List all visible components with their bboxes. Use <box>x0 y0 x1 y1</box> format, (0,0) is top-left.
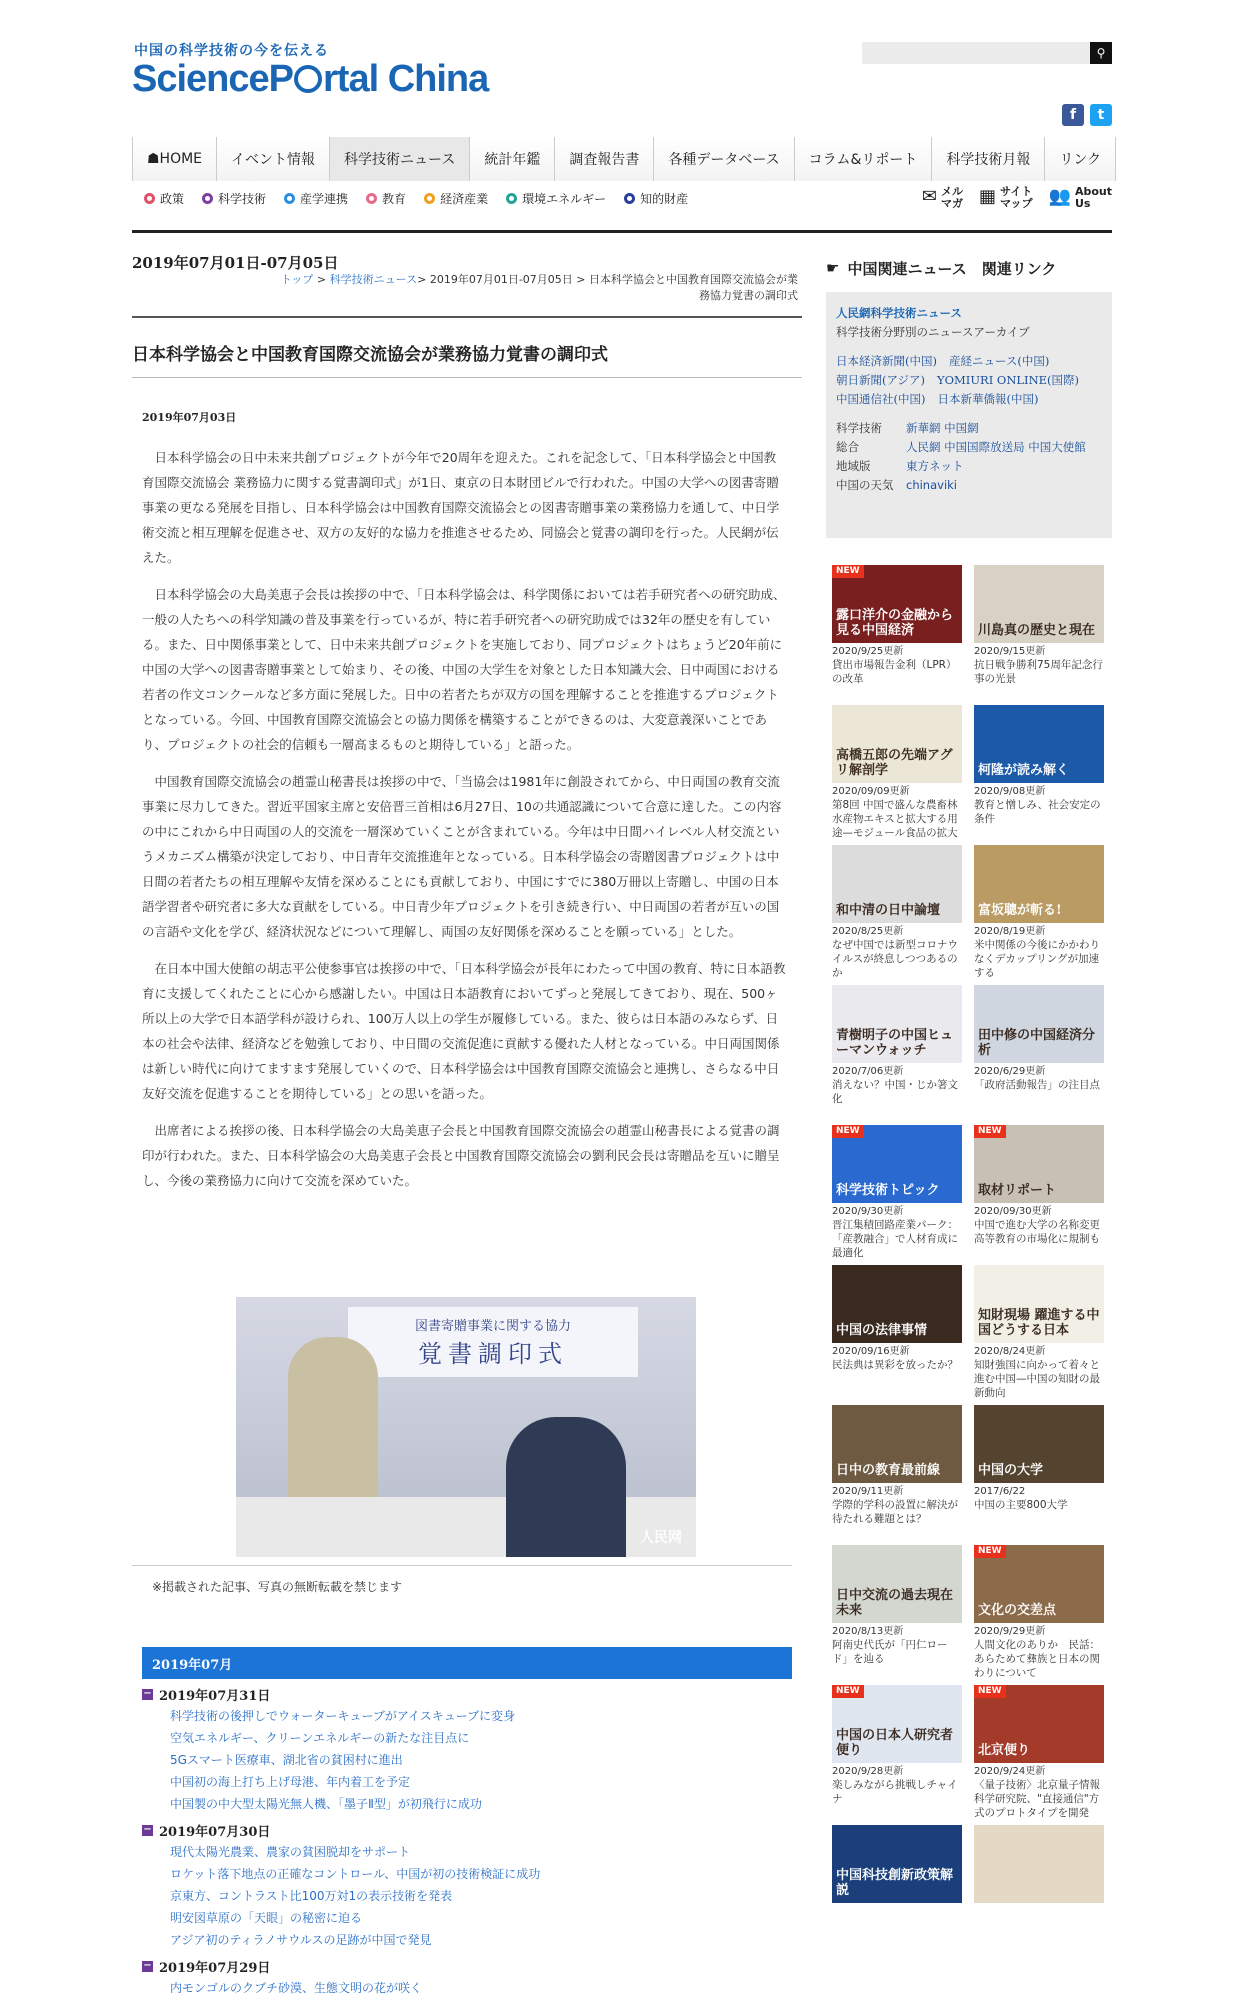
thumbnail-image <box>974 1125 1104 1203</box>
logo-globe-icon <box>294 65 322 93</box>
thumbnail-date: 2020/9/11更新 <box>832 1486 904 1497</box>
archive-link[interactable]: 空気エネルギー、クリーンエネルギーの新たな注目点に <box>170 1731 470 1745</box>
thumbnail-date: 2020/09/30更新 <box>974 1206 1052 1217</box>
media-link[interactable]: 産経ニュース(中国) <box>948 354 1050 368</box>
new-badge: NEW <box>974 1125 1006 1138</box>
thumbnail-date: 2020/9/30更新 <box>832 1206 904 1217</box>
thumbnail-image <box>832 985 962 1063</box>
column-thumbnail[interactable] <box>974 845 1104 985</box>
thumbnail-date: 2020/9/29更新 <box>974 1626 1046 1637</box>
archive-link[interactable]: 明安図草原の「天眼」の秘密に迫る <box>170 1911 363 1925</box>
divider <box>132 316 802 318</box>
media-link[interactable]: 朝日新聞(アジア) <box>836 373 926 387</box>
thumbnail-caption: 知財強国に向かって着々と進む中国—中国の知財の最新動向 <box>974 1359 1100 1399</box>
column-thumbnail[interactable] <box>832 845 962 985</box>
article-paragraph: 日本科学協会の日中未来共創プロジェクトが今年で20周年を迎えた。これを記念して、「日本科学協会と中国教育国際交流協会 業務協力に関する覚書調印式」が1日、東京の日本財団ビルで行われた。中国の大学への図書寄贈事業の更なる発展を目指し、日本科学協会は中国教育国際交流協会との図書寄贈事業の業務協力を通して、中日学術交流と相互理解を促進させ、双方の友好的な協力を推進させるため、同協会と覚書の調印を行った。人民網が伝えた。 <box>142 450 780 565</box>
column-thumbnail[interactable] <box>832 1685 962 1825</box>
category-education[interactable]: 教育 <box>366 190 406 207</box>
thumbnail-image <box>974 1685 1104 1763</box>
thumbnail-date: 2020/8/13更新 <box>832 1626 904 1637</box>
thumbnail-date: 2020/9/28更新 <box>832 1766 904 1777</box>
thumbnail-image <box>974 565 1104 643</box>
media-links <box>836 352 1102 409</box>
thumbnail-title: 柯隆が読み解く <box>978 763 1070 779</box>
archive-link[interactable]: 中国製の中大型太陽光無人機、「墨子Ⅱ型」が初飛行に成功 <box>170 1797 482 1811</box>
nav-statistics[interactable]: 統計年鑑 <box>469 137 554 181</box>
search-box <box>862 42 1112 64</box>
link-row-value[interactable]: 新華網 中国網 <box>906 421 979 435</box>
archive-day-title[interactable]: − 2019年07月30日 <box>143 1823 271 1840</box>
media-link[interactable]: 日本新華僑報(中国) <box>937 392 1039 406</box>
search-button[interactable] <box>1090 42 1112 64</box>
column-thumbnail[interactable] <box>974 1125 1111 1265</box>
column-thumbnail[interactable] <box>974 1685 1104 1825</box>
archive-link[interactable]: 京東方、コントラスト比100万対1の表示技術を発表 <box>170 1889 453 1903</box>
archive-day <box>142 1683 792 1815</box>
nav-columns[interactable]: コラム&リポート <box>794 137 932 181</box>
category-policy[interactable]: 政策 <box>144 190 184 207</box>
thumbnail-caption: なぜ中国では新型コロナウイルスが終息しつつあるのか <box>832 939 958 979</box>
new-badge: NEW <box>832 1685 864 1698</box>
thumbnail-image <box>832 1405 962 1483</box>
thumbnail-caption: 中国の主要800大学 <box>974 1499 1068 1511</box>
breadcrumb: トップ > 科学技術ニュース> 2019年07月01日-07月05日 > 日本科学協会と中国教育国際交流協会が業務協力覚書の調印式 <box>280 273 798 302</box>
thumbnail-title: 川島真の歴史と現在 <box>978 623 1096 639</box>
column-thumbnail[interactable] <box>974 1825 1104 1965</box>
nav-home[interactable]: ☗HOME <box>132 137 216 181</box>
thumbnail-image <box>832 1545 962 1623</box>
media-link[interactable]: YOMIURI ONLINE(国際) <box>937 373 1080 387</box>
archive-link[interactable]: ロケット落下地点の正確なコントロール、中国が初の技術検証に成功 <box>170 1867 541 1881</box>
category-economy[interactable]: 経済産業 <box>424 190 488 207</box>
link-row: 中国の天気 chinaviki <box>836 476 1102 495</box>
thumbnail-date: 2020/9/08更新 <box>974 786 1046 797</box>
thumbnail-title: 高橋五郎の先端アグリ解剖学 <box>836 747 953 779</box>
thumbnail-date: 2017/6/22 <box>974 1486 1026 1497</box>
thumbnail-caption: 教育と憎しみ、社会安定の条件 <box>974 799 1101 825</box>
new-badge: NEW <box>832 565 864 578</box>
link-row-value[interactable]: 人民網 中国国際放送局 中国大使館 <box>906 440 1086 454</box>
new-badge: NEW <box>832 1125 864 1138</box>
nav-events[interactable]: イベント情報 <box>216 137 329 181</box>
thumbnail-title: 文化の交差点 <box>978 1603 1057 1619</box>
collapse-icon: − <box>143 1687 152 1699</box>
archive-day-title[interactable]: − 2019年07月31日 <box>143 1687 271 1704</box>
thumbnail-caption: 阿南史代氏が「円仁ロード」を辿る <box>832 1639 948 1665</box>
archive-link[interactable]: 中国初の海上打ち上げ母港、年内着工を予定 <box>170 1775 411 1789</box>
nav-monthly[interactable]: 科学技術月報 <box>931 137 1044 181</box>
article-body <box>142 445 787 1205</box>
thumbnail-caption: 楽しみながら挑戦しチャイナ <box>832 1779 958 1805</box>
thumbnail-date: 2020/7/06更新 <box>832 1066 904 1077</box>
about-link[interactable]: 👥 About Us <box>1048 185 1112 210</box>
thumbnail-date: 2020/6/29更新 <box>974 1066 1046 1077</box>
thumbnail-date: 2020/8/24更新 <box>974 1346 1046 1357</box>
thumbnail-title: 中国科技創新政策解説 <box>836 1867 954 1899</box>
thumbnail-caption: 中国で進む大学の名称変更 高等教育の市場化に規制も <box>974 1219 1111 1245</box>
divider <box>132 377 802 378</box>
thumbnail-title: 北京便り <box>978 1743 1031 1759</box>
column-thumbnail[interactable] <box>974 985 1104 1125</box>
link-row-value[interactable]: 東方ネット <box>906 459 964 473</box>
column-thumbnail[interactable] <box>832 985 962 1125</box>
photo-table <box>236 1497 696 1557</box>
article-column <box>132 252 802 1995</box>
thumbnail-image <box>832 705 962 783</box>
column-thumbnails <box>832 565 1112 1965</box>
thumbnail-date: 2020/8/25更新 <box>832 926 904 937</box>
thumbnail-caption: 消えない？中国・じか箸文化 <box>832 1079 958 1105</box>
thumbnail-image <box>974 1265 1104 1343</box>
facebook-icon[interactable]: f <box>1062 104 1084 126</box>
column-thumbnail[interactable] <box>974 1265 1104 1405</box>
link-row: 科学技術 新華網 中国網 <box>836 419 1102 438</box>
sitemap-icon: ▦ <box>978 186 996 208</box>
column-thumbnail[interactable] <box>832 705 962 845</box>
thumbnail-caption: 抗日戦争勝利75周年記念行事の光景 <box>974 659 1103 685</box>
archive-month: 2019年07月 <box>142 1647 792 1679</box>
header-divider <box>132 230 1112 233</box>
thumbnail-date: 2020/9/24更新 <box>974 1766 1046 1777</box>
social-links <box>1062 104 1112 126</box>
breadcrumb-news[interactable]: 科学技術ニュース <box>329 273 418 286</box>
category-ip[interactable]: 知的財産 <box>624 190 688 207</box>
thumbnail-image <box>832 845 962 923</box>
nav-links[interactable]: リンク <box>1044 137 1116 181</box>
thumbnail-image <box>832 1265 962 1343</box>
column-thumbnail[interactable] <box>832 1125 962 1265</box>
archive-link[interactable]: 内モンゴルのクブチ砂漠、生態文明の花が咲く <box>170 1981 423 1995</box>
archive-day <box>142 1955 792 1999</box>
twitter-icon[interactable]: t <box>1090 104 1112 126</box>
column-thumbnail[interactable] <box>974 1405 1104 1545</box>
thumbnail-caption: 「政府活動報告」の注目点 <box>974 1079 1100 1091</box>
main-nav <box>132 137 1112 181</box>
thumbnail-image <box>832 1685 962 1763</box>
thumbnail-title: 中国の大学 <box>978 1463 1044 1479</box>
thumbnail-title: 露口洋介の金融から見る中国経済 <box>836 607 954 639</box>
link-row: 総合 人民網 中国国際放送局 中国大使館 <box>836 438 1102 457</box>
column-thumbnail[interactable] <box>832 1265 962 1405</box>
thumbnail-image <box>974 1545 1104 1623</box>
nav-science-news[interactable]: 科学技術ニュース <box>329 137 469 181</box>
new-badge: NEW <box>974 1545 1006 1558</box>
sidebar-heading: ☛ 中国関連ニュース 関連リンク <box>826 259 1057 278</box>
thumbnail-caption: 学際的学科の設置に解決が待たれる難題とは？ <box>832 1499 958 1525</box>
archive-day-title[interactable]: − 2019年07月29日 <box>143 1959 271 1976</box>
category-dot-icon <box>424 193 435 204</box>
article-paragraph: 中国教育国際交流協会の趙霊山秘書長は挨拶の中で、「当協会は1981年に創設されてから、中日両国の教育交流事業に尽力してきた。習近平国家主席と安倍晋三首相は6月27日、10の共通認識について合意に達した。この内容の中にこれから中日両国の人的交流を一層深めていくことが含まれている。今年は中日間ハイレベル人材交流というメカニズム構築が決定しており、中日青年交流推進年となっている。日本科学協会の寄贈図書プロジェクトは中日間の若者たちの相互理解や友情を深めることにも貢献しており、中国にすでに380万冊以上寄贈し、中国の日本語学習者や研究者に多大な貢献をしている。中日青少年プロジェクトを引き続き行い、中日両国の若者が互いの国の言語や文化を学び、経済状況などについて理解し、両国の友好関係を深めることを願っている」とした。 <box>142 774 782 939</box>
thumbnail-title: 富坂聰が斬る! <box>978 903 1062 919</box>
photo-person-signer <box>506 1417 626 1557</box>
people-icon: 👥 <box>1048 186 1071 208</box>
category-dot-icon <box>506 193 517 204</box>
thumbnail-image <box>974 1405 1104 1483</box>
column-thumbnail[interactable] <box>832 1825 962 1965</box>
thumbnail-date: 2020/9/25更新 <box>832 646 904 657</box>
thumbnail-title: 中国の日本人研究者便り <box>836 1727 954 1759</box>
thumbnail-caption: 民法典は異彩を放ったか？ <box>832 1359 958 1371</box>
people-daily-subtitle: 科学技術分野別のニュースアーカイブ <box>836 325 1030 339</box>
sitemap-link[interactable]: ▦ サイト マップ <box>978 185 1033 210</box>
thumbnail-date: 2020/09/09更新 <box>832 786 910 797</box>
photo-watermark: 人民网 <box>640 1530 682 1546</box>
category-dot-icon <box>366 193 377 204</box>
thumbnail-title: 和中清の日中論壇 <box>836 903 941 919</box>
article-paragraph: 日本科学協会の大島美恵子会長は挨拶の中で、「日本科学協会は、科学関係においては若手研究者への研究助成、一般の人たちへの科学知識の普及事業を行っているが、特に若手研究者への研究助成では32年の歴史を有している。また、日中関係事業として、日中未来共創プロジェクトを実施しており、同プロジェクトはちょうど20年前に中国の大学への図書寄贈事業として始まり、その後、中国の大学生を対象とした日本知識大会、日中両国における若者の作文コンクールなど多方面に発展した。日中の若者たちが双方の国を理解することを推進するプロジェクトとなっている。今回、中国教育国際交流協会との協力関係を構築することができるのは、大変意義深いことであり、プロジェクトの社会的信頼も一層高まるものと期待している」と語った。 <box>142 587 786 752</box>
thumbnail-title: 日中の教育最前線 <box>836 1463 941 1479</box>
thumbnail-image <box>974 985 1104 1063</box>
thumbnail-caption: 〈量子技術〉北京量子情報科学研究院、"直接通信"方式のプロトタイプを開発 <box>974 1779 1100 1819</box>
category-science[interactable]: 科学技術 <box>202 190 266 207</box>
category-dot-icon <box>202 193 213 204</box>
search-icon: ⚲ <box>1096 46 1106 60</box>
media-link[interactable]: 日本経済新聞(中国) <box>836 354 937 368</box>
category-dot-icon <box>624 193 635 204</box>
archive-link[interactable]: 5Gスマート医療車、湖北省の貧困村に進出 <box>170 1753 403 1767</box>
column-thumbnail[interactable] <box>974 1545 1104 1685</box>
copyright-notice: ※掲載された記事、写真の無断転載を禁じます <box>152 1580 403 1594</box>
thumbnail-caption: 第8回 中国で盛んな農畜林水産物エキスと拡大する用途—モジュール食品の拡大 <box>832 799 958 839</box>
thumbnail-caption: 人間文化のありか 民話：あらためて彝族と日本の関わりについて <box>974 1639 1100 1679</box>
sidebar <box>826 252 1112 538</box>
thumbnail-date: 2020/09/16更新 <box>832 1346 910 1357</box>
article-title: 日本科学協会と中国教育国際交流協会が業務協力覚書の調印式 <box>132 345 608 365</box>
search-input[interactable] <box>862 42 1090 64</box>
photo-banner: 図書寄贈事業に関する協力 覚書調印式 <box>348 1307 638 1377</box>
column-thumbnail[interactable] <box>974 705 1104 845</box>
collapse-icon: − <box>143 1959 152 1971</box>
article-photo <box>236 1297 696 1557</box>
column-thumbnail[interactable] <box>832 1405 962 1545</box>
thumbnail-caption: 貸出市場報告金利（LPR）の改革 <box>832 659 957 685</box>
thumbnail-title: 知財現場 躍進する中国どうする日本 <box>978 1307 1100 1339</box>
thumbnail-image <box>974 1825 1104 1903</box>
thumbnail-image <box>832 565 962 643</box>
category-dot-icon <box>284 193 295 204</box>
utility-links <box>922 186 1112 209</box>
mail-icon: ✉ <box>921 186 937 208</box>
thumbnail-title: 日中交流の過去現在未来 <box>836 1587 954 1619</box>
new-badge: NEW <box>974 1685 1006 1698</box>
nav-databases[interactable]: 各種データベース <box>653 137 793 181</box>
mail-magazine-link[interactable]: ✉ メル マガ <box>921 185 963 210</box>
archive-day <box>142 1819 792 1951</box>
site-tagline: 中国の科学技術の今を伝える <box>134 43 329 59</box>
date-range-heading: 2019年07月01日-07月05日 <box>132 254 339 272</box>
thumbnail-image <box>974 705 1104 783</box>
article-paragraph: 在日本中国大使館の胡志平公使参事官は挨拶の中で、「日本科学協会が長年にわたって中国の教育、特に日本語教育に支援してくれたことに心から感謝したい。中国は日本語教育においてずっと発展してきており、現在、500ヶ所以上の大学で日本語学科が設けられ、100万人以上の学生が履修している。また、彼らは日本語のみならず、日本の社会や法律、経済などを勉強しており、中日間の交流促進に貢献する優れた人材となっている。中日両国関係は新しい時代に向けてますます発展していくので、日本科学協会は中国教育国際交流協会と連携し、さらなる中日友好交流を促進することを期待している」との思いを語った。 <box>142 961 786 1101</box>
column-thumbnail[interactable] <box>832 1545 962 1685</box>
category-nav <box>144 190 688 207</box>
divider <box>132 1565 792 1566</box>
thumbnail-title: 田中修の中国経済分析 <box>978 1027 1096 1059</box>
collapse-icon: − <box>143 1823 152 1835</box>
thumbnail-image <box>832 1125 962 1203</box>
pointer-hand-icon: ☛ <box>826 259 840 277</box>
thumbnail-title: 取材リポート <box>978 1183 1057 1199</box>
breadcrumb-top[interactable]: トップ <box>280 273 314 286</box>
link-row: 地域版 東方ネット <box>836 457 1102 476</box>
site-logo[interactable]: ScienceP rtal China <box>132 58 489 100</box>
link-row-value[interactable]: chinaviki <box>906 478 957 492</box>
column-thumbnail[interactable] <box>832 565 962 705</box>
column-thumbnail[interactable] <box>974 565 1104 705</box>
category-industry-academia[interactable]: 産学連携 <box>284 190 348 207</box>
thumbnail-title: 青樹明子の中国ヒューマンウォッチ <box>836 1027 954 1059</box>
archive-link[interactable]: 科学技術の後押しでウォーターキューブがアイスキューブに変身 <box>170 1709 516 1723</box>
media-link[interactable]: 中国通信社(中国) <box>836 392 926 406</box>
archive-list <box>142 1647 792 1999</box>
thumbnail-caption: 米中関係の今後にかかわりなくデカップリングが加速する <box>974 939 1100 979</box>
thumbnail-image <box>832 1825 962 1903</box>
nav-reports[interactable]: 調査報告書 <box>554 137 653 181</box>
thumbnail-caption: 晋江集積回路産業パーク：「産教融合」で人材育成に最適化 <box>832 1219 958 1259</box>
article-paragraph: 出席者による挨拶の後、日本科学協会の大島美恵子会長と中国教育国際交流協会の趙霊山秘書長による覚書の調印が行われた。また、日本科学協会の大島美恵子会長と中国教育国際交流協会の劉利民会長は寄贈品を互いに贈呈し、今後の業務協力に向けて交流を深めていた。 <box>142 1123 780 1188</box>
related-links-box <box>826 292 1112 538</box>
archive-link[interactable]: 現代太陽光農業、農家の貧困脱却をサポート <box>170 1845 411 1859</box>
archive-link[interactable]: アジア初のティラノサウルスの足跡が中国で発見 <box>170 1933 432 1947</box>
thumbnail-title: 中国の法律事情 <box>836 1323 928 1339</box>
category-energy[interactable]: 環境エネルギー <box>506 190 606 207</box>
people-daily-link[interactable]: 人民網科学技術ニュース <box>836 306 962 320</box>
thumbnail-image <box>974 845 1104 923</box>
thumbnail-date: 2020/8/19更新 <box>974 926 1046 937</box>
thumbnail-date: 2020/9/15更新 <box>974 646 1046 657</box>
thumbnail-title: 科学技術トピック <box>836 1183 940 1199</box>
publish-date: 2019年07月03日 <box>142 411 237 424</box>
category-dot-icon <box>144 193 155 204</box>
